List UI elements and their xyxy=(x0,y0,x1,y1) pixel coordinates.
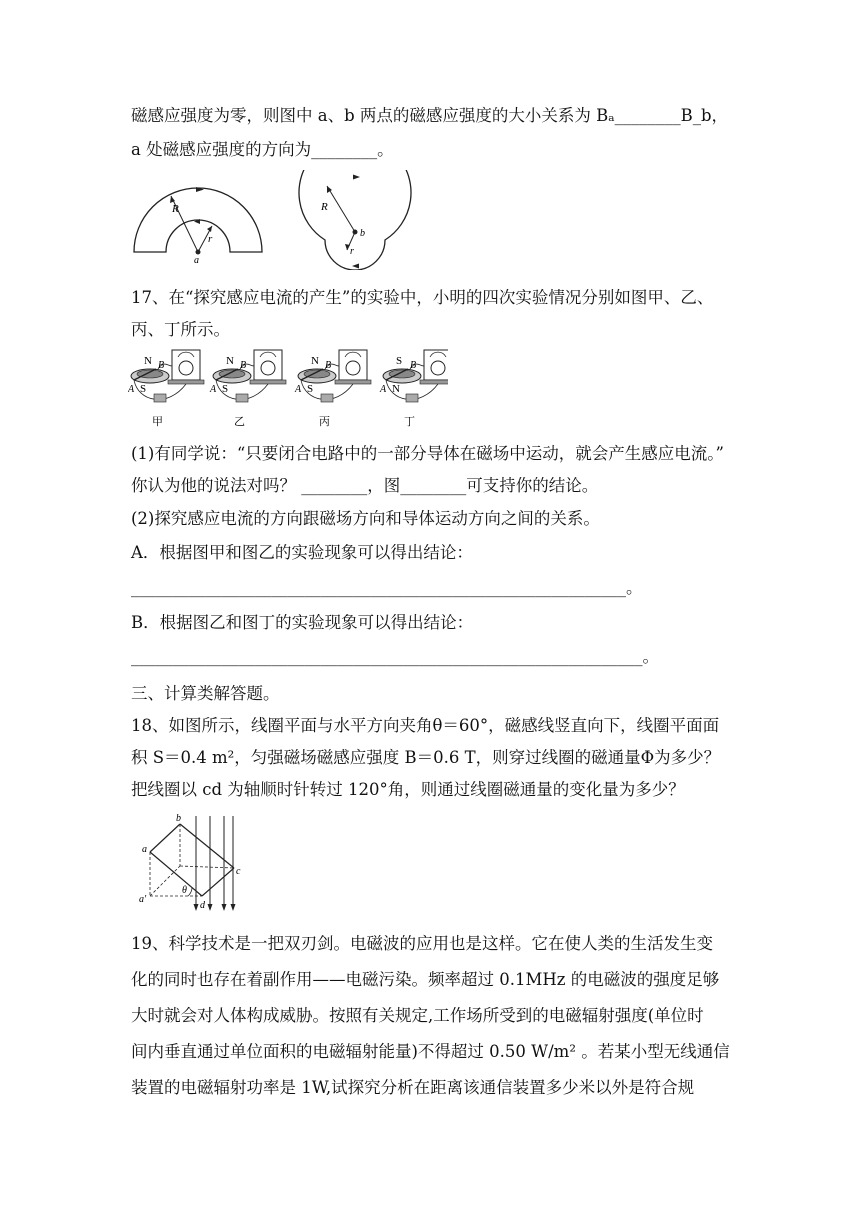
panel-yi-label-A: A xyxy=(210,384,217,395)
q17-part-a-answer-line: ____________________________________________________________。 xyxy=(131,578,643,597)
q17-part-b-answer-line: ______________________________________________________________。 xyxy=(131,647,659,666)
panel-jia-caption: 甲 xyxy=(152,416,163,428)
panel-bing-top-pole: N xyxy=(311,355,319,367)
q19-line-2: 化的同时也存在着副作用——电磁污染。频率超过 0.1MHz 的电磁波的强度足够 xyxy=(131,970,720,989)
q17-part-a: A．根据图甲和图乙的实验现象可以得出结论： xyxy=(131,543,473,562)
panel-yi-bottom-pole: S xyxy=(222,383,229,395)
q18-line-1: 18、如图所示，线圈平面与水平方向夹角θ＝60°，磁感线竖直向下，线圈平面面 xyxy=(131,716,720,735)
fig2-label-b: b xyxy=(360,228,365,239)
section-3-heading: 三、计算类解答题。 xyxy=(131,684,280,703)
panel-ding-caption: 丁 xyxy=(404,416,415,428)
fig1-label-a: a xyxy=(194,255,199,264)
coil-label-a: a xyxy=(142,844,147,855)
panel-yi-caption: 乙 xyxy=(234,416,245,428)
panel-ding xyxy=(379,350,448,428)
q17-part1-line-2: 你认为他的说法对吗？ ________，图________可支持你的结论。 xyxy=(131,476,599,495)
fig2-label-r: r xyxy=(350,246,354,257)
panel-ding-bottom-pole: N xyxy=(392,383,400,395)
panel-bing-caption: 丙 xyxy=(319,416,330,428)
coil-label-b: b xyxy=(176,813,181,824)
fig1-label-R: R xyxy=(172,203,179,215)
fig2-label-R: R xyxy=(321,201,328,213)
q17-part2: (2)探究感应电流的方向跟磁场方向和导体运动方向之间的关系。 xyxy=(131,509,600,528)
q17-line-2: 丙、丁所示。 xyxy=(131,320,230,339)
panel-jia-bottom-pole: S xyxy=(140,383,147,395)
panel-jia-label-A: A xyxy=(128,384,135,395)
coil-label-c: c xyxy=(236,866,241,877)
q16-figure-semicircle xyxy=(128,182,268,264)
panel-ding-label-B: B xyxy=(410,360,417,371)
panel-yi xyxy=(209,350,286,428)
panel-jia xyxy=(128,350,204,428)
coil-label-theta: θ xyxy=(182,885,187,896)
q16-figure-arc xyxy=(290,170,420,270)
panel-bing-label-B: B xyxy=(325,360,332,371)
fig1-label-r: r xyxy=(208,233,213,245)
q17-line-1: 17、在“探究感应电流的产生”的实验中，小明的四次实验情况分别如图甲、乙、 xyxy=(131,288,714,307)
q18-line-2: 积 S＝0.4 m²，匀强磁场磁感应强度 B＝0.6 T，则穿过线圈的磁通量Φ为多少？ xyxy=(131,748,721,767)
panel-jia-top-pole: N xyxy=(144,355,152,367)
coil-label-d: d xyxy=(200,900,205,911)
panel-bing-label-A: A xyxy=(295,384,302,395)
q18-coil-figure xyxy=(136,812,256,914)
panel-ding-label-A: A xyxy=(380,384,387,395)
q17-part1-line-1: (1)有同学说：“只要闭合电路中的一部分导体在磁场中运动，就会产生感应电流。” xyxy=(131,444,724,463)
panel-jia-label-B: B xyxy=(158,360,165,371)
q19-line-1: 19、科学技术是一把双刃剑。电磁波的应用也是这样。它在使人类的生活发生变 xyxy=(131,934,713,953)
panel-bing-bottom-pole: S xyxy=(307,383,314,395)
q17-part-b: B．根据图乙和图丁的实验现象可以得出结论： xyxy=(131,613,474,632)
q19-line-4: 间内垂直通过单位面积的电磁辐射能量)不得超过 0.50 W/m² 。若某小型无线通信 xyxy=(131,1042,730,1061)
q18-line-3: 把线圈以 cd 为轴顺时针转过 120°角，则通过线圈磁通量的变化量为多少？ xyxy=(131,780,685,799)
q17-experiment-figure xyxy=(128,346,448,430)
panel-yi-top-pole: N xyxy=(226,355,234,367)
coil-label-a-prime: a' xyxy=(139,894,147,905)
panel-ding-top-pole: S xyxy=(396,355,403,367)
q16-line-2: a 处磁感应强度的方向为________。 xyxy=(131,140,394,159)
panel-bing xyxy=(294,350,371,428)
q19-line-3: 大时就会对人体构成威胁。按照有关规定,工作场所受到的电磁辐射强度(单位时 xyxy=(131,1006,704,1025)
q19-line-5: 装置的电磁辐射功率是 1W,试探究分析在距离该通信装置多少米以外是符合规 xyxy=(131,1078,695,1097)
q16-line-1: 磁感应强度为零，则图中 a、b 两点的磁感应强度的大小关系为 Bₐ________B_b， xyxy=(131,106,729,125)
panel-yi-label-B: B xyxy=(240,360,247,371)
